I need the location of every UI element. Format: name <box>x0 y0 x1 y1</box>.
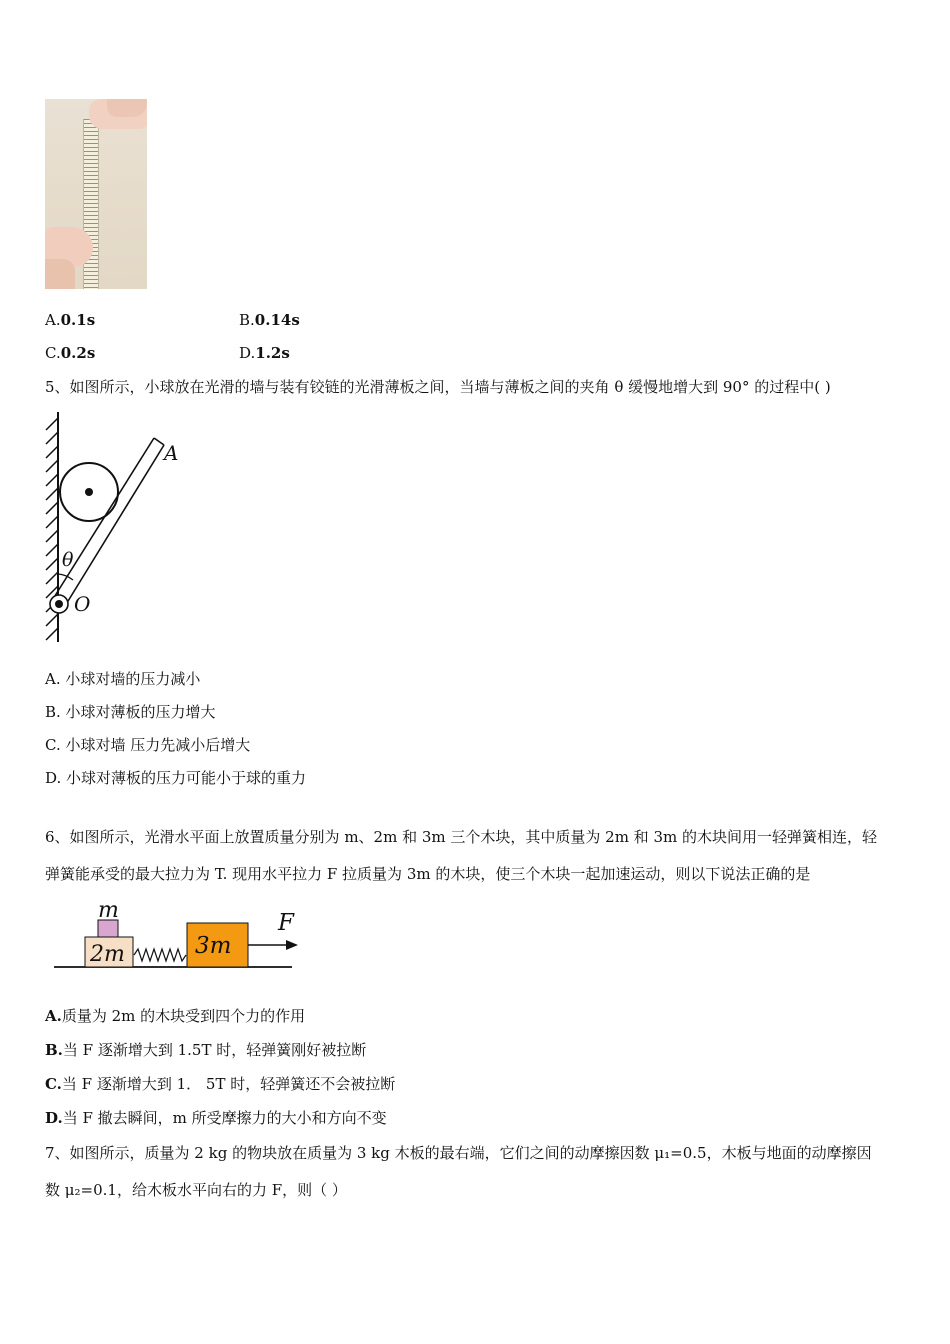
q6-option-a <box>45 1006 305 1026</box>
blocks-spring-figure <box>50 898 310 974</box>
option-text: 0.14s <box>254 311 300 329</box>
ruler-icon <box>83 119 99 289</box>
option-letter: A. <box>45 311 61 329</box>
option-letter: D. <box>239 344 256 362</box>
ruler-photo <box>45 99 147 289</box>
label-f: F <box>278 910 294 936</box>
option-text: 当 F 撤去瞬间，m 所受摩擦力的大小和方向不变 <box>62 1109 387 1127</box>
option-letter: C. <box>45 1075 62 1093</box>
option-letter: C. <box>45 344 61 362</box>
q4-option-d <box>239 343 290 363</box>
q4-option-a <box>45 310 95 330</box>
option-text: 0.1s <box>60 311 96 329</box>
upper-hand-shade <box>107 99 147 117</box>
q4-option-b <box>239 310 300 330</box>
q4-option-c <box>45 343 95 363</box>
option-letter: A. <box>45 1007 62 1025</box>
q6-option-b <box>45 1040 366 1060</box>
q6-option-c <box>45 1074 395 1094</box>
arrow-head <box>286 940 298 950</box>
q5-option-b: B. 小球对薄板的压力增大 <box>45 703 216 721</box>
hinge-center <box>55 600 63 608</box>
q6-stem-line1: 6、如图所示，光滑水平面上放置质量分别为 m、2m 和 3m 三个木块，其中质量为 2m 和 3m 的木块间用一轻弹簧相连，轻 <box>45 828 877 846</box>
option-letter: B. <box>45 1041 63 1059</box>
option-text: 1.2s <box>255 344 290 362</box>
q5-option-c: C. 小球对墙 压力先减小后增大 <box>45 736 251 754</box>
label-a: A <box>164 441 179 465</box>
q5-option-d: D. 小球对薄板的压力可能小于球的重力 <box>45 769 307 787</box>
q5-stem: 5、如图所示，小球放在光滑的墙与装有铰链的光滑薄板之间，当墙与薄板之间的夹角 θ 缓慢地增大到 90° 的过程中( ) <box>45 378 831 396</box>
q6-stem-line2: 弹簧能承受的最大拉力为 T. 现用水平拉力 F 拉质量为 3m 的木块，使三个木块一起加速运动，则以下说法正确的是 <box>45 865 811 883</box>
option-text: 0.2s <box>60 344 96 362</box>
board <box>53 438 164 606</box>
ball-center <box>85 488 93 496</box>
q7-stem-line2: 数 μ₂=0.1，给木板水平向右的力 F，则（ ） <box>45 1181 347 1199</box>
q6-option-d <box>45 1108 387 1128</box>
label-m: m <box>98 898 119 923</box>
spring <box>134 949 186 961</box>
option-text: 质量为 2m 的木块受到四个力的作用 <box>61 1007 306 1025</box>
label-3m: 3m <box>195 933 232 959</box>
option-letter: D. <box>45 1109 63 1127</box>
label-theta: θ <box>62 549 74 571</box>
label-o: O <box>74 592 91 616</box>
q5-option-a: A. 小球对墙的压力减小 <box>45 670 201 688</box>
option-text: 当 F 逐渐增大到 1． 5T 时，轻弹簧还不会被拉断 <box>61 1075 396 1093</box>
wall-ball-board-figure <box>40 410 200 645</box>
q7-stem-line1: 7、如图所示，质量为 2 kg 的物块放在质量为 3 kg 木板的最右端，它们之间的动摩擦因数 μ₁=0.5，木板与地面的动摩擦因 <box>45 1144 872 1162</box>
lower-hand-shade <box>45 259 75 289</box>
label-2m: 2m <box>90 942 125 967</box>
option-text: 当 F 逐渐增大到 1.5T 时，轻弹簧刚好被拉断 <box>62 1041 367 1059</box>
option-letter: B. <box>239 311 255 329</box>
